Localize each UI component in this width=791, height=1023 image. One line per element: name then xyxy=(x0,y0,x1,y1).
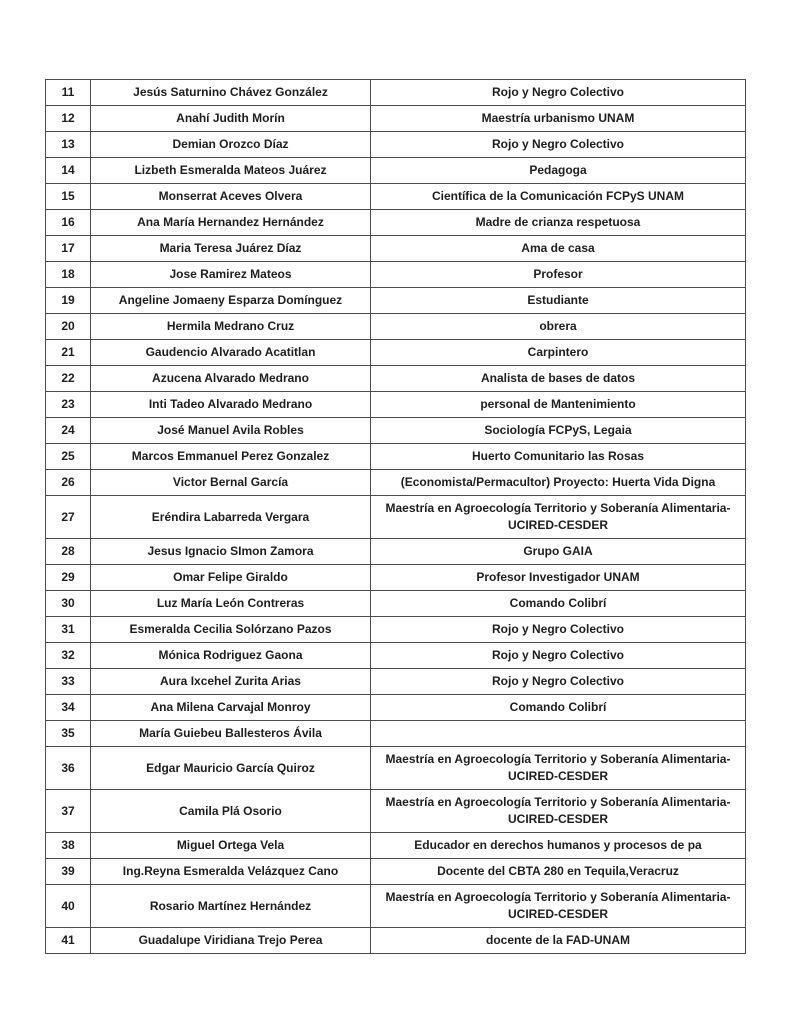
row-number-cell: 35 xyxy=(46,721,91,747)
participant-name-cell: Anahí Judith Morín xyxy=(91,106,371,132)
affiliation-cell: Rojo y Negro Colectivo xyxy=(371,617,746,643)
participant-name-cell: Ing.Reyna Esmeralda Velázquez Cano xyxy=(91,859,371,885)
affiliation-cell: Analista de bases de datos xyxy=(371,366,746,392)
row-number-cell: 32 xyxy=(46,643,91,669)
affiliation-cell: Ama de casa xyxy=(371,236,746,262)
row-number-cell: 25 xyxy=(46,444,91,470)
table-row xyxy=(46,392,746,418)
row-number-cell: 16 xyxy=(46,210,91,236)
affiliation-cell: personal de Mantenimiento xyxy=(371,392,746,418)
affiliation-cell: Comando Colibrí xyxy=(371,695,746,721)
row-number-cell: 23 xyxy=(46,392,91,418)
table-row xyxy=(46,721,746,747)
row-number-cell: 26 xyxy=(46,470,91,496)
participant-name-cell: Jose Ramirez Mateos xyxy=(91,262,371,288)
table-row xyxy=(46,790,746,833)
row-number-cell: 15 xyxy=(46,184,91,210)
participant-name-cell: Jesús Saturnino Chávez González xyxy=(91,80,371,106)
affiliation-cell: Profesor Investigador UNAM xyxy=(371,565,746,591)
affiliation-cell: Sociología FCPyS, Legaia xyxy=(371,418,746,444)
participant-name-cell: Ana María Hernandez Hernández xyxy=(91,210,371,236)
participant-name-cell: Esmeralda Cecilia Solórzano Pazos xyxy=(91,617,371,643)
affiliation-cell: Estudiante xyxy=(371,288,746,314)
participant-name-cell: Jesus Ignacio SImon Zamora xyxy=(91,539,371,565)
affiliation-cell: Rojo y Negro Colectivo xyxy=(371,643,746,669)
participant-name-cell: Mónica Rodriguez Gaona xyxy=(91,643,371,669)
affiliation-cell: Maestría urbanismo UNAM xyxy=(371,106,746,132)
table-row xyxy=(46,928,746,954)
participant-name-cell: Victor Bernal García xyxy=(91,470,371,496)
row-number-cell: 33 xyxy=(46,669,91,695)
table-row xyxy=(46,80,746,106)
row-number-cell: 27 xyxy=(46,496,91,539)
affiliation-cell: Maestría en Agroecología Territorio y Soberanía Alimentaria-UCIRED-CESDER xyxy=(371,496,746,539)
affiliation-cell: Comando Colibrí xyxy=(371,591,746,617)
row-number-cell: 36 xyxy=(46,747,91,790)
participant-name-cell: Aura Ixcehel Zurita Arias xyxy=(91,669,371,695)
table-row xyxy=(46,236,746,262)
affiliation-cell: Maestría en Agroecología Territorio y Soberanía Alimentaria-UCIRED-CESDER xyxy=(371,747,746,790)
row-number-cell: 34 xyxy=(46,695,91,721)
table-row xyxy=(46,132,746,158)
affiliation-cell: Rojo y Negro Colectivo xyxy=(371,132,746,158)
row-number-cell: 11 xyxy=(46,80,91,106)
row-number-cell: 38 xyxy=(46,833,91,859)
affiliation-cell: Pedagoga xyxy=(371,158,746,184)
participant-name-cell: Guadalupe Viridiana Trejo Perea xyxy=(91,928,371,954)
table-row xyxy=(46,747,746,790)
participant-name-cell: Maria Teresa Juárez Díaz xyxy=(91,236,371,262)
table-row xyxy=(46,496,746,539)
table-body xyxy=(46,80,746,954)
row-number-cell: 19 xyxy=(46,288,91,314)
table-row xyxy=(46,885,746,928)
participant-roster-table xyxy=(45,79,746,954)
participant-name-cell: Rosario Martínez Hernández xyxy=(91,885,371,928)
participant-name-cell: Angeline Jomaeny Esparza Domínguez xyxy=(91,288,371,314)
participant-name-cell: Eréndira Labarreda Vergara xyxy=(91,496,371,539)
row-number-cell: 37 xyxy=(46,790,91,833)
table-row xyxy=(46,695,746,721)
affiliation-cell: Huerto Comunitario las Rosas xyxy=(371,444,746,470)
participant-name-cell: Camila Plá Osorio xyxy=(91,790,371,833)
affiliation-cell: docente de la FAD-UNAM xyxy=(371,928,746,954)
affiliation-cell: Científica de la Comunicación FCPyS UNAM xyxy=(371,184,746,210)
table-row xyxy=(46,262,746,288)
participant-name-cell: Azucena Alvarado Medrano xyxy=(91,366,371,392)
participant-name-cell: Luz María León Contreras xyxy=(91,591,371,617)
row-number-cell: 31 xyxy=(46,617,91,643)
row-number-cell: 30 xyxy=(46,591,91,617)
participant-name-cell: José Manuel Avila Robles xyxy=(91,418,371,444)
affiliation-cell: Maestría en Agroecología Territorio y Soberanía Alimentaria-UCIRED-CESDER xyxy=(371,790,746,833)
table-row xyxy=(46,833,746,859)
row-number-cell: 18 xyxy=(46,262,91,288)
participant-name-cell: Omar Felipe Giraldo xyxy=(91,565,371,591)
table-row xyxy=(46,859,746,885)
affiliation-cell: (Economista/Permacultor) Proyecto: Huerta Vida Digna xyxy=(371,470,746,496)
table-row xyxy=(46,444,746,470)
row-number-cell: 13 xyxy=(46,132,91,158)
row-number-cell: 39 xyxy=(46,859,91,885)
participant-name-cell: Ana Milena Carvajal Monroy xyxy=(91,695,371,721)
affiliation-cell: Carpintero xyxy=(371,340,746,366)
table-row xyxy=(46,158,746,184)
row-number-cell: 41 xyxy=(46,928,91,954)
row-number-cell: 28 xyxy=(46,539,91,565)
table-row xyxy=(46,418,746,444)
affiliation-cell: Madre de crianza respetuosa xyxy=(371,210,746,236)
table-row xyxy=(46,643,746,669)
row-number-cell: 22 xyxy=(46,366,91,392)
affiliation-cell: Rojo y Negro Colectivo xyxy=(371,80,746,106)
table-row xyxy=(46,591,746,617)
participant-name-cell: Gaudencio Alvarado Acatitlan xyxy=(91,340,371,366)
participant-name-cell: Hermila Medrano Cruz xyxy=(91,314,371,340)
participant-name-cell: Miguel Ortega Vela xyxy=(91,833,371,859)
row-number-cell: 24 xyxy=(46,418,91,444)
participant-name-cell: Demian Orozco Díaz xyxy=(91,132,371,158)
table-row xyxy=(46,210,746,236)
affiliation-cell: obrera xyxy=(371,314,746,340)
table-row xyxy=(46,106,746,132)
table-row xyxy=(46,288,746,314)
participant-name-cell: Inti Tadeo Alvarado Medrano xyxy=(91,392,371,418)
participant-name-cell: Lizbeth Esmeralda Mateos Juárez xyxy=(91,158,371,184)
table-row xyxy=(46,565,746,591)
row-number-cell: 29 xyxy=(46,565,91,591)
participant-name-cell: Edgar Mauricio García Quiroz xyxy=(91,747,371,790)
row-number-cell: 21 xyxy=(46,340,91,366)
affiliation-cell: Docente del CBTA 280 en Tequila,Veracruz xyxy=(371,859,746,885)
affiliation-cell: Profesor xyxy=(371,262,746,288)
row-number-cell: 20 xyxy=(46,314,91,340)
affiliation-cell xyxy=(371,721,746,747)
row-number-cell: 17 xyxy=(46,236,91,262)
affiliation-cell: Maestría en Agroecología Territorio y Soberanía Alimentaria-UCIRED-CESDER xyxy=(371,885,746,928)
table-row xyxy=(46,669,746,695)
table-row xyxy=(46,617,746,643)
table-row xyxy=(46,184,746,210)
table-row xyxy=(46,366,746,392)
table-row xyxy=(46,314,746,340)
affiliation-cell: Rojo y Negro Colectivo xyxy=(371,669,746,695)
table-row xyxy=(46,470,746,496)
participant-name-cell: María Guiebeu Ballesteros Ávila xyxy=(91,721,371,747)
affiliation-cell: Grupo GAIA xyxy=(371,539,746,565)
participant-name-cell: Monserrat Aceves Olvera xyxy=(91,184,371,210)
row-number-cell: 40 xyxy=(46,885,91,928)
affiliation-cell: Educador en derechos humanos y procesos de pa xyxy=(371,833,746,859)
table-row xyxy=(46,340,746,366)
row-number-cell: 14 xyxy=(46,158,91,184)
participant-name-cell: Marcos Emmanuel Perez Gonzalez xyxy=(91,444,371,470)
row-number-cell: 12 xyxy=(46,106,91,132)
table-row xyxy=(46,539,746,565)
